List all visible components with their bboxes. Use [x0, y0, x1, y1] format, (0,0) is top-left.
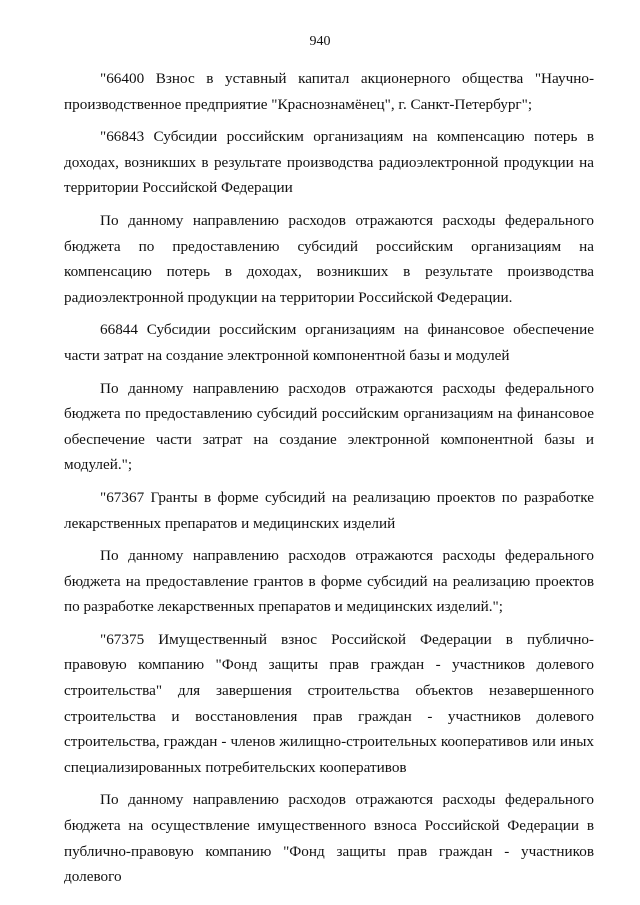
paragraph-66400: "66400 Взнос в уставный капитал акционерного общества "Научно-производственное предприятие "Краснознамёнец", г. Санкт-Петербург"; — [64, 70, 594, 113]
paragraph-66844-description: По данному направлению расходов отражаются расходы федерального бюджета по предоставлению субсидий российским организациям на финансовое обеспечение части затрат на создание электронной компонентной базы и модулей."; — [64, 379, 594, 474]
paragraph-67367-heading: "67367 Гранты в форме субсидий на реализацию проектов по разработке лекарственных препаратов и медицинских изделий — [64, 488, 594, 532]
paragraph-67375-heading: "67375 Имущественный взнос Российской Федерации в публично-правовую компанию "Фонд защиты прав граждан - участников долевого строительства" для завершения строительства объектов незавершенного строительства и восстановления прав граждан - участников долевого строительства, граждан - членов жилищно-строительных кооперативов или иных специализированных потребительских кооперативов — [64, 630, 594, 776]
paragraph-66844-heading: 66844 Субсидии российским организациям на финансовое обеспечение части затрат на создание электронной компонентной базы и модулей — [64, 321, 594, 364]
page-number: 940 — [309, 34, 331, 49]
paragraph-67367-description: По данному направлению расходов отражаются расходы федерального бюджета на предоставление грантов в форме субсидий на реализацию проектов по разработке лекарственных препаратов и медицинских изделий."; — [64, 547, 594, 616]
paragraph-66843-heading: "66843 Субсидии российским организациям на компенсацию потерь в доходах, возникших в результате производства радиоэлектронной продукции на территории Российской Федерации — [64, 128, 594, 197]
paragraph-67375-description: По данному направлению расходов отражаются расходы федерального бюджета на осуществление имущественного взноса Российской Федерации в публично-правовую компанию "Фонд защиты прав граждан - участников долевого — [64, 791, 594, 886]
paragraph-66843-description: По данному направлению расходов отражаются расходы федерального бюджета по предоставлению субсидий российским организациям на компенсацию потерь в доходах, возникших в результате производства радиоэлектронной продукции на территории Российской Федерации. — [64, 211, 594, 306]
document-body — [64, 66, 594, 897]
